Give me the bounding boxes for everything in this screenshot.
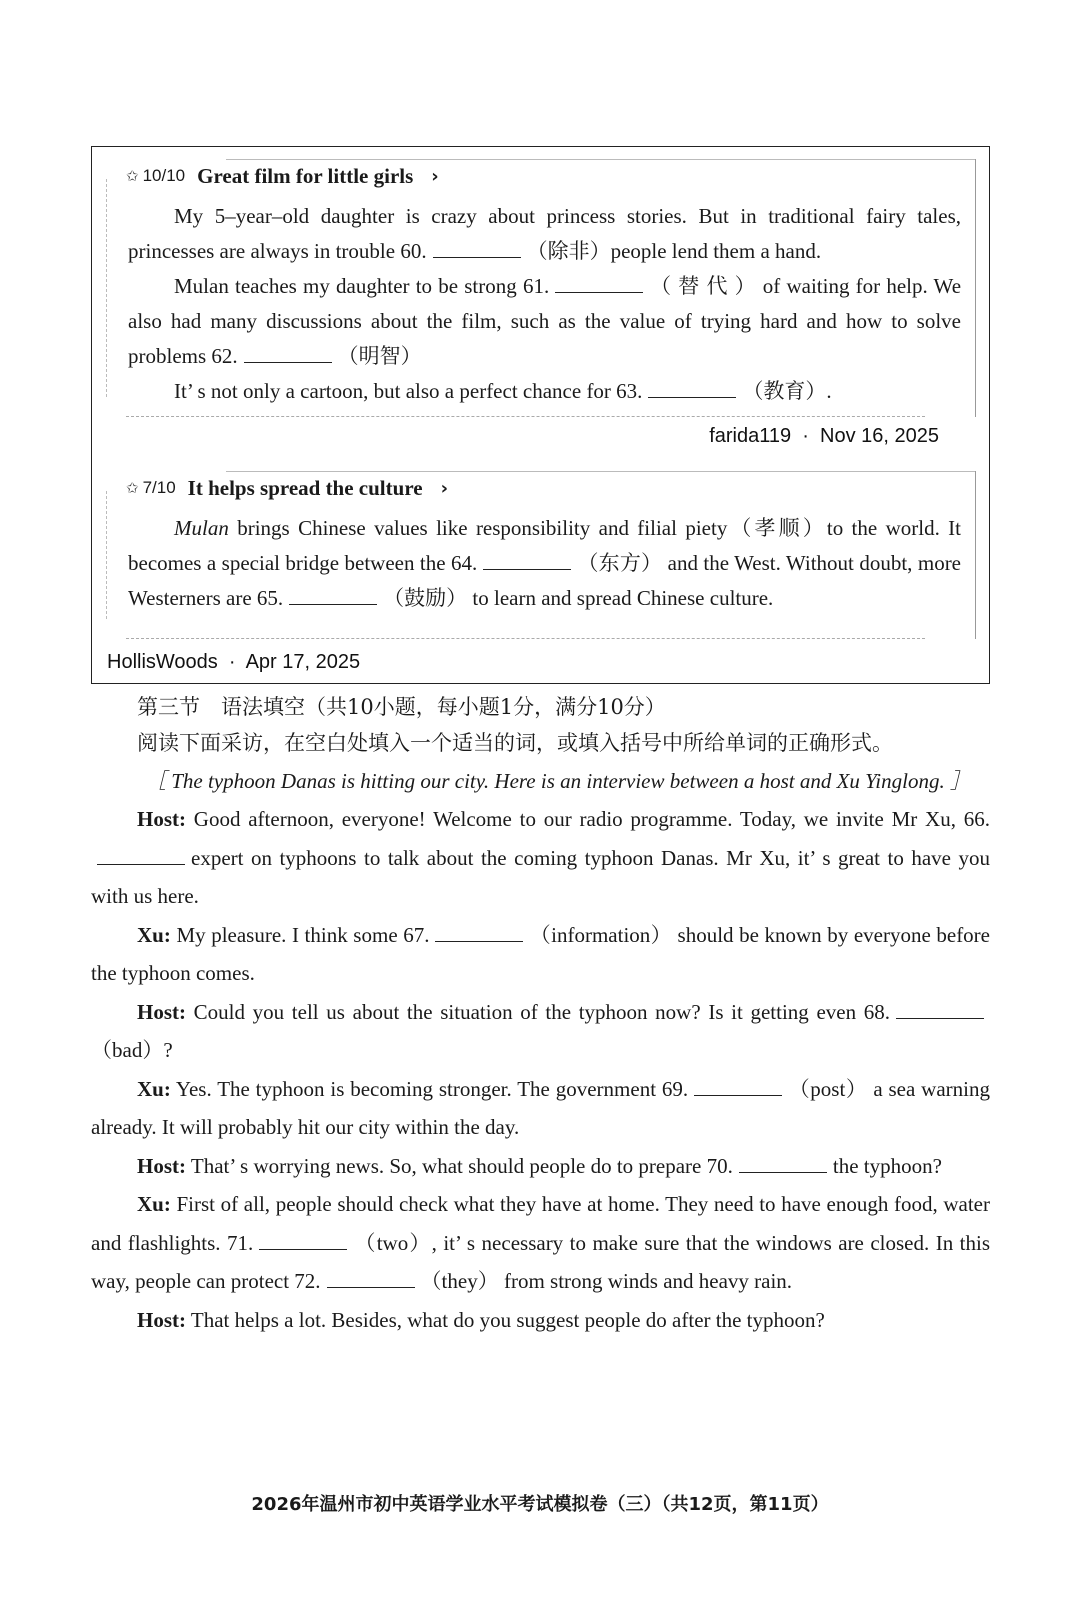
review-body (128, 511, 961, 616)
dialog-text: expert on typhoons to talk about the coming typhoon Danas. Mr Xu, it’ s great to have you with us here. (91, 845, 990, 908)
review-author[interactable]: HollisWoods (107, 651, 218, 673)
dialog-line (91, 800, 990, 916)
answer-blank (289, 584, 377, 605)
answer-blank (483, 549, 571, 570)
review-meta (709, 425, 939, 448)
answer-blank (327, 1267, 415, 1288)
review-paragraph (128, 269, 961, 374)
dialog-line (91, 1147, 990, 1186)
rating-value: 7/10 (142, 478, 176, 497)
speaker-label: Xu: (137, 1076, 171, 1101)
card-border (106, 491, 107, 619)
chevron-right-icon[interactable]: › (440, 477, 449, 499)
star-icon: ✩ (126, 480, 139, 497)
dialog-text: （two）, it’ s necessary to make sure that the windows are closed. In this way, people can protect 72. (91, 1230, 991, 1293)
dialog-text: Yes. The typhoon is becoming stronger. The government 69. (175, 1076, 689, 1101)
dialog-text: That’ s worrying news. So, what should people do to prepare 70. (190, 1153, 733, 1178)
paragraph-text: brings Chinese values like responsibility and filial piety（孝顺）to the world. It becomes a special bridge between the 64. (128, 516, 962, 575)
dialog-text: （bad）? (91, 1038, 173, 1062)
paragraph-text: Mulan teaches my daughter to be strong 61. (174, 274, 550, 298)
meta-separator: · (223, 651, 242, 673)
dialog-text: That helps a lot. Besides, what do you suggest people do after the typhoon? (190, 1307, 825, 1332)
answer-blank (435, 921, 523, 942)
dialog-text: （they） from strong winds and heavy rain. (420, 1269, 793, 1293)
word-hint: （教育）. (742, 379, 832, 403)
review-meta (107, 651, 360, 674)
paragraph-text: to learn and spread Chinese culture. (472, 586, 774, 610)
dialog-line (91, 1185, 990, 1301)
speaker-label: Host: (137, 1153, 186, 1178)
paragraph-text: of waiting for help. We also had many discussions about the film, such as the value of trying hard and how to solve problems 62. (128, 274, 962, 368)
answer-blank (97, 844, 185, 865)
dialog-text: My pleasure. I think some 67. (176, 922, 430, 947)
film-title: Mulan (174, 516, 229, 540)
word-hint: （明智） (337, 344, 422, 368)
review-header[interactable] (126, 159, 439, 193)
review-title: It helps spread the culture (187, 475, 423, 500)
review-body (128, 199, 961, 409)
card-border (126, 416, 925, 417)
answer-blank (648, 377, 736, 398)
review-paragraph (128, 199, 961, 269)
dialog-text: （post） a sea warning already. It will probably hit our city within the day. (91, 1076, 990, 1139)
word-hint: （东方） (577, 551, 663, 575)
review-author[interactable]: farida119 (709, 425, 792, 447)
rating-value: 10/10 (142, 166, 186, 185)
dialog-text: First of all, people should check what they have at home. They need to have enough food, water and flashlights. 71. (91, 1192, 990, 1255)
scene-description: ［ The typhoon Danas is hitting our city. Here is an interview between a host and Xu Yinglong. ］ (145, 769, 971, 793)
review-paragraph (128, 374, 961, 409)
dialog-line (91, 1070, 990, 1147)
word-hint: （除非） (526, 239, 611, 263)
review-header[interactable] (126, 471, 448, 505)
paragraph-text: and the West. Without doubt, more Westerners are 65. (128, 551, 962, 610)
review-box (91, 146, 990, 684)
review-rating (126, 478, 176, 498)
paragraph-text: It’ s not only a cartoon, but also a perfect chance for 63. (174, 379, 643, 403)
answer-blank (244, 342, 332, 363)
paragraph-text: people lend them a hand. (610, 239, 822, 263)
grammar-section (91, 690, 990, 1339)
meta-separator: · (796, 425, 815, 447)
section-instruction: 阅读下面采访，在空白处填入一个适当的词，或填入括号中所给单词的正确形式。 (137, 731, 893, 755)
speaker-label: Host: (137, 1307, 186, 1332)
card-border (126, 638, 925, 639)
paragraph-text: My 5–year–old daughter is crazy about princess stories. But in traditional fairy tales, princesses are always in trouble 60. (128, 204, 961, 263)
speaker-label: Host: (137, 999, 186, 1024)
page-footer: 2026年温州市初中英语学业水平考试模拟卷（三）（共12页，第11页） (251, 1494, 829, 1515)
word-hint: （鼓励） (383, 586, 468, 610)
review-title: Great film for little girls (197, 163, 414, 188)
review-card (106, 471, 976, 639)
review-date: Apr 17, 2025 (245, 651, 361, 673)
dialog-text: the typhoon? (832, 1153, 942, 1178)
card-border (106, 179, 107, 397)
star-icon: ✩ (126, 168, 139, 185)
review-paragraph (128, 511, 961, 616)
dialog-line (91, 916, 990, 993)
dialog-text: Could you tell us about the situation of the typhoon now? Is it getting even 68. (193, 999, 890, 1024)
answer-blank (739, 1152, 827, 1173)
dialog-text: Good afternoon, everyone! Welcome to our radio programme. Today, we invite Mr Xu, 66. (193, 807, 990, 831)
dialog-line (91, 993, 990, 1070)
dialog-line (91, 1301, 990, 1340)
review-rating (126, 166, 185, 186)
word-hint: （ 替 代 ） (649, 274, 757, 298)
dialog-text: （information） should be known by everyone before the typhoon comes. (91, 922, 991, 985)
speaker-label: Xu: (137, 1192, 171, 1216)
review-card (106, 159, 976, 417)
answer-blank (259, 1229, 347, 1250)
speaker-label: Xu: (137, 922, 171, 947)
review-date: Nov 16, 2025 (820, 425, 939, 447)
answer-blank (433, 237, 521, 258)
section-title: 第三节 语法填空（共10小题，每小题1分，满分10分） (137, 695, 666, 719)
answer-blank (694, 1075, 782, 1096)
answer-blank (896, 998, 984, 1019)
speaker-label: Host: (137, 807, 186, 831)
answer-blank (555, 272, 643, 293)
chevron-right-icon[interactable]: › (431, 165, 439, 187)
